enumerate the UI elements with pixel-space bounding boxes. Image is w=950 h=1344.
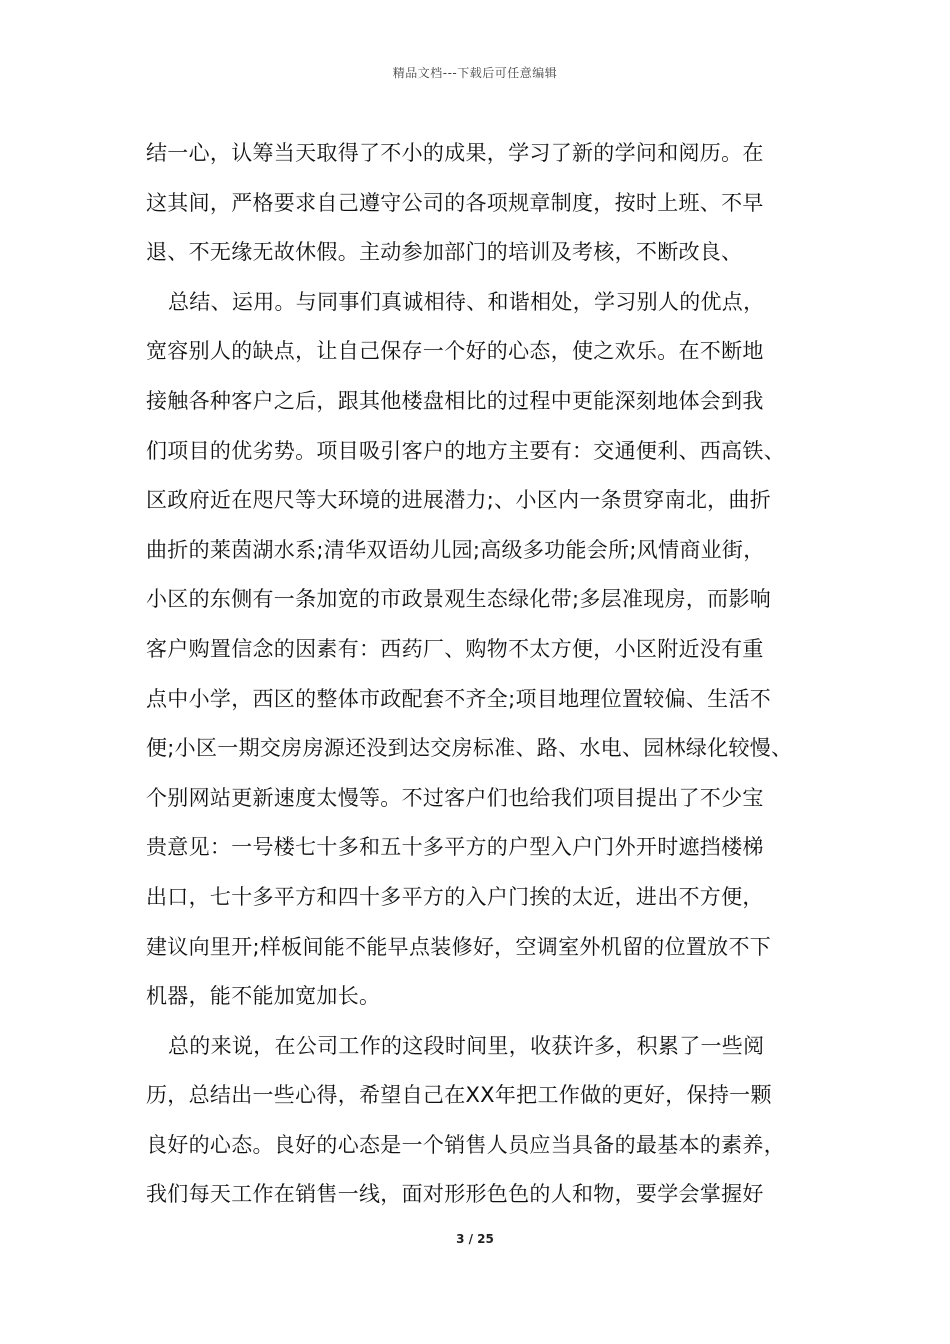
text-line: 们项目的优劣势。项目吸引客户的地方主要有：交通便利、西高铁、 xyxy=(146,438,785,463)
document-body xyxy=(146,132,836,1223)
text-line: 曲折的莱茵湖水系;清华双语幼儿园;高级多功能会所;风情商业街， xyxy=(146,537,765,562)
page-number: 3 / 25 xyxy=(456,1232,494,1246)
paragraph-start-line: 总的来说，在公司工作的这段时间里，收获许多，积累了一些阅 xyxy=(168,1033,765,1058)
text-line: 贵意见：一号楼七十多和五十多平方的户型入户门外开时遮挡楼梯 xyxy=(146,835,764,860)
text-line: 退、不无缘无故休假。主动参加部门的培训及考核，不断改良、 xyxy=(146,240,743,265)
text-line: 宽容别人的缺点，让自己保存一个好的心态，使之欢乐。在不断地 xyxy=(146,339,764,364)
page-header: 精品文档---下载后可任意编辑 xyxy=(392,66,558,80)
text-line: 这其间，严格要求自己遵守公司的各项规章制度，按时上班、不早 xyxy=(146,190,764,215)
paragraph-start-line: 总结、运用。与同事们真诚相待、和谐相处，学习别人的优点， xyxy=(168,289,765,314)
text-line: 区政府近在咫尺等大环境的进展潜力;、小区内一条贯穿南北，曲折 xyxy=(146,488,772,513)
text-line: 良好的心态。良好的心态是一个销售人员应当具备的最基本的素养， xyxy=(146,1132,785,1157)
text-line: 结一心，认筹当天取得了不小的成果，学习了新的学问和阅历。在 xyxy=(146,141,764,165)
text-line: 便;小区一期交房房源还没到达交房标准、路、水电、园林绿化较慢、 xyxy=(146,736,793,761)
text-line: 个别网站更新速度太慢等。不过客户们也给我们项目提出了不少宝 xyxy=(146,785,764,810)
text-line: 小区的东侧有一条加宽的市政景观生态绿化带;多层准现房，而影响 xyxy=(146,587,772,612)
text-line: 机器，能不能加宽加长。 xyxy=(146,984,381,1009)
text-line: 接触各种客户之后，跟其他楼盘相比的过程中更能深刻地体会到我 xyxy=(146,388,764,413)
text-line: 历，总结出一些心得，希望自己在XX年把工作做的更好，保持一颗 xyxy=(146,1083,772,1108)
text-line: 点中小学，西区的整体市政配套不齐全;项目地理位置较偏、生活不 xyxy=(146,686,772,711)
text-line: 出口，七十多平方和四十多平方的入户门挨的太近，进出不方便， xyxy=(146,884,764,909)
text-line: 客户购置信念的因素有：西药厂、购物不太方便，小区附近没有重 xyxy=(146,636,764,661)
text-line: 建议向里开;样板间能不能早点装修好，空调室外机留的位置放不下 xyxy=(146,934,772,959)
text-line: 我们每天工作在销售一线，面对形形色色的人和物，要学会掌握好 xyxy=(146,1182,764,1207)
